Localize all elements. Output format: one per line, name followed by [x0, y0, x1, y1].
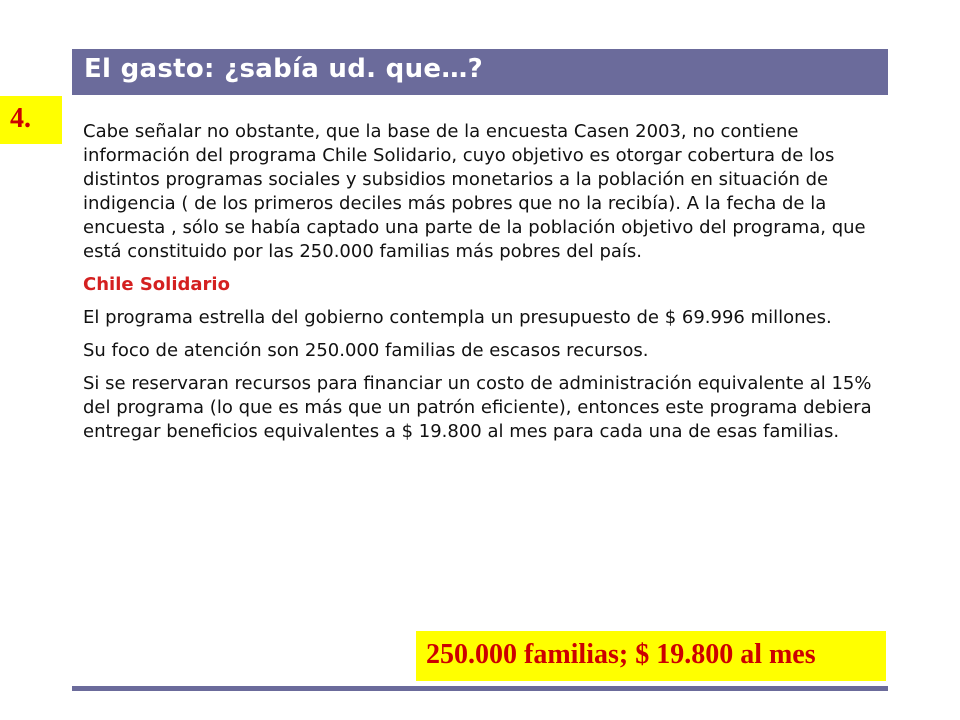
benefit-paragraph: Si se reservaran recursos para financiar un costo de administración equivalente al 15% del programa (lo que es más que un patrón eficiente), entonces este programa debiera entregar beneficios equivalentes a $ 19.800 al mes para cada una de esas familias. [83, 373, 872, 442]
slide-body [83, 120, 883, 453]
slide-number-badge [0, 96, 62, 144]
section-heading: Chile Solidario [83, 274, 230, 295]
slide-number: 4. [10, 103, 31, 134]
summary-callout [416, 631, 886, 681]
slide-title: El gasto: ¿sabía ud. que…? [84, 54, 484, 84]
summary-callout-text: 250.000 familias; $ 19.800 al mes [426, 639, 816, 670]
focus-paragraph: Su foco de atención son 250.000 familias de escasos recursos. [83, 340, 649, 361]
budget-paragraph: El programa estrella del gobierno contempla un presupuesto de $ 69.996 millones. [83, 307, 832, 328]
intro-paragraph: Cabe señalar no obstante, que la base de la encuesta Casen 2003, no contiene información del programa Chile Solidario, cuyo objetivo es otorgar cobertura de los distintos programas sociales y subsidios monetarios a la población en situación de indigencia ( de los primeros deciles más pobres que no la recibía). A la fecha de la encuesta , sólo se había captado una parte de la población objetivo del programa, que está constituido por las 250.000 familias más pobres del país. [83, 121, 866, 262]
title-bar [72, 49, 888, 95]
bottom-divider [72, 686, 888, 691]
